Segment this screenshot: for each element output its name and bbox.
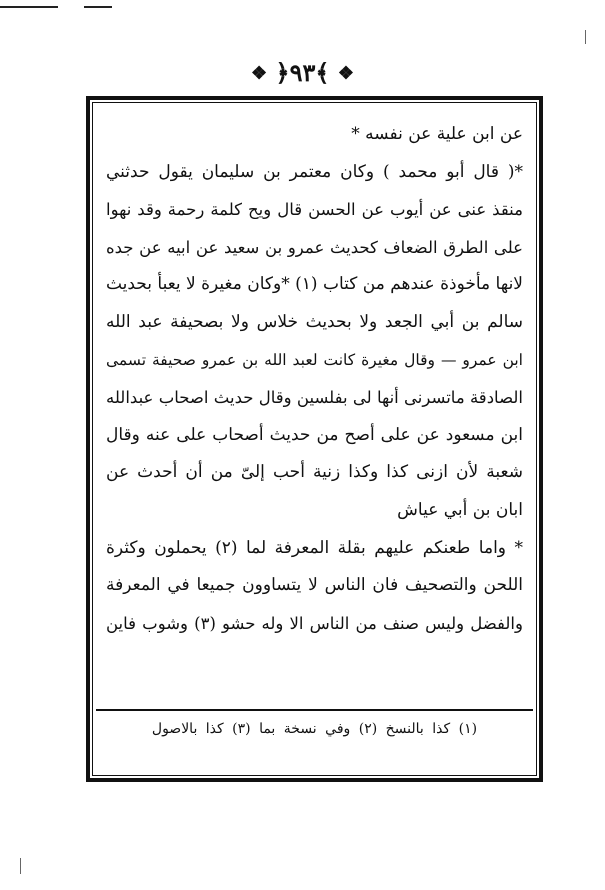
text-line: سالم بن أبي الجعد ولا بحديث خلاس ولا بصحيفة عبد الله — [106, 311, 523, 332]
ornament-right: ❖ — [337, 63, 354, 84]
text-line: على الطرق الضعاف كحديث عمرو بن سعيد عن ابيه عن جده — [106, 237, 523, 257]
text-line: ابن عمرو — وقال مغيرة كانت لعبد الله بن عمرو صحيفة تسمى — [106, 350, 523, 369]
page-number: ﴿٩٣﴾ — [275, 58, 330, 87]
text-line: عن ابن علية عن نفسه * — [351, 124, 523, 144]
text-line: ابان بن أبي عياش — [397, 499, 523, 520]
text-line: لانها مأخوذة عندهم من كتاب (١) *وكان مغيرة لا يعبأ بحديث — [106, 274, 523, 295]
corner-rule-right — [84, 6, 112, 8]
text-line: والفضل وليس صنف من الناس الا وله حشو (٣) وشوب فاين — [106, 613, 523, 633]
main-text — [106, 116, 523, 642]
margin-tick — [585, 30, 586, 44]
text-line: *( قال أبو محمد ) وكان معتمر بن سليمان يقول حدثني — [106, 161, 523, 182]
text-line: ابن مسعود عن على أصح من حديث أصحاب على عنه وقال — [106, 424, 523, 445]
footnotes: (١) كذا بالنسخ (٢) وفي نسخة بما (٣) كذا بالاصول — [151, 721, 478, 737]
text-line: منقذ عنى عن أيوب عن الحسن قال ويح كلمة رحمة وقد نهوا — [106, 200, 523, 220]
text-line: شعبة لأن ازنى كذا وكذا زنية أحب إلىّ من أن أحدث عن — [106, 462, 523, 483]
corner-rule-left — [0, 6, 58, 8]
text-line: الصادقة ماتسرنى أنها لى بفلسين وقال حديث اصحاب عبدالله — [106, 388, 523, 408]
ornament-left: ❖ — [251, 63, 268, 84]
page-number-header — [0, 58, 605, 89]
text-line: اللحن والتصحيف فان الناس لا يتساوون جميعا في المعرفة — [106, 575, 523, 596]
footnote-divider — [96, 709, 533, 711]
text-line: * واما طعنكم عليهم بقلة المعرفة لما (٢) يحملون وكثرة — [106, 537, 523, 558]
margin-tick — [20, 858, 21, 874]
